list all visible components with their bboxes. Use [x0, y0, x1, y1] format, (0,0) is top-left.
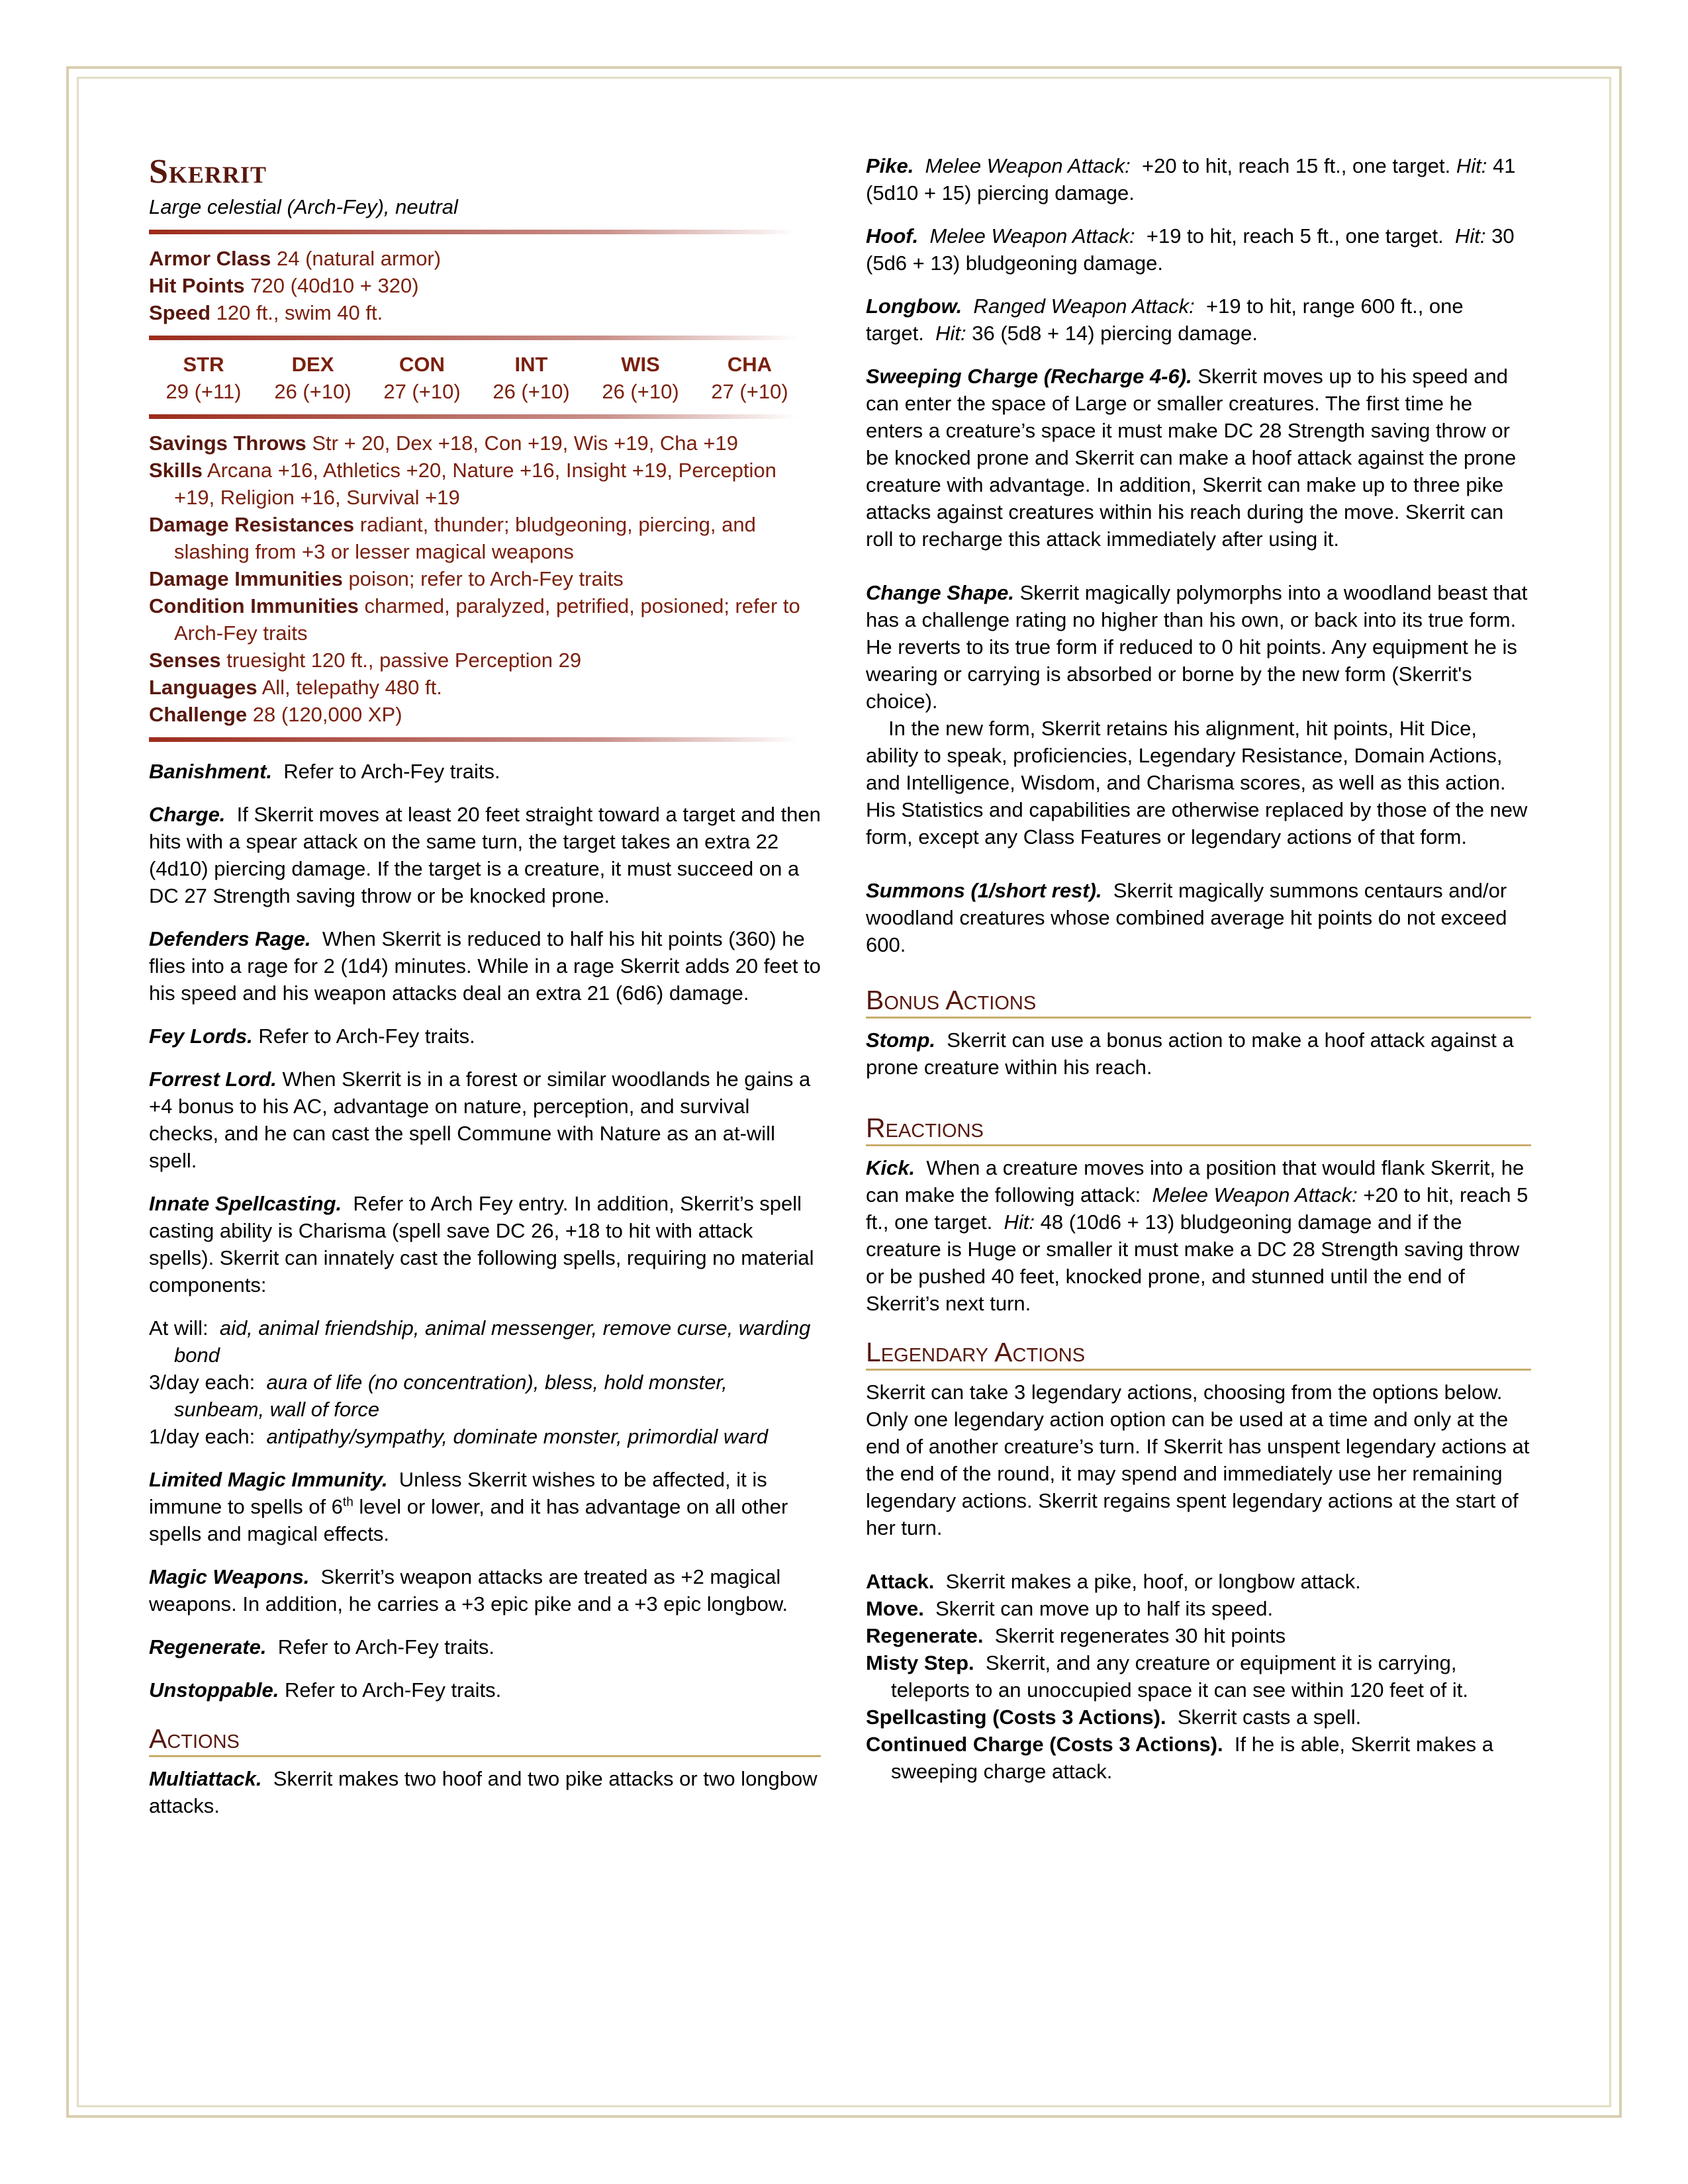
- armor-class: Armor Class 24 (natural armor): [149, 247, 442, 270]
- creature-name: Skerrit: [149, 153, 267, 191]
- legendary-list: [866, 1568, 1531, 1785]
- action-sweeping-charge: Sweeping Charge (Recharge 4-6). Skerrit moves up to his speed and can enter the space of Large or smaller creatures. The first time he enters a creature’s space it must make DC 28 Strength saving throw or be knocked prone and Skerrit can make a hoof attack against the prone creature with advantage. In addition, Skerrit can make up to three pike attacks against creatures within his reach during the move. Skerrit can roll to recharge this attack immediately after using it.: [866, 365, 1517, 551]
- trait-magic-weapons: Magic Weapons. Skerrit’s weapon attacks are treated as +2 magical weapons. In addition, he carries a +3 epic pike and a +3 epic longbow.: [149, 1565, 788, 1615]
- action-multiattack: Multiattack. Skerrit makes two hoof and two pike attacks or two longbow attacks.: [149, 1767, 818, 1817]
- trait-unstoppable: Unstoppable. Refer to Arch-Fey traits.: [149, 1678, 502, 1702]
- trait-forrest-lord: Forrest Lord. When Skerrit is in a forest or similar woodlands he gains a +4 bonus to his AC, advantage on nature, perception, and survival checks, and he can cast the spell Commune with Nature as an at-will spell.: [149, 1068, 811, 1172]
- ability-name: DEX: [291, 353, 334, 376]
- creature-type: Large celestial (Arch-Fey), neutral: [149, 195, 458, 218]
- hit-points: Hit Points 720 (40d10 + 320): [149, 274, 419, 297]
- speed: Speed 120 ft., swim 40 ft.: [149, 301, 383, 324]
- section-legendary-heading: Legendary Actions: [866, 1337, 1531, 1371]
- trait-innate-spellcasting: Innate Spellcasting. Refer to Arch Fey entry. In addition, Skerrit’s spell casting ability is Charisma (spell save DC 26, +18 to hit with attack spells). Skerrit can innately cast the following spells, requiring no material components:: [149, 1192, 814, 1297]
- ability-name: CHA: [727, 353, 773, 376]
- ability-headers: [149, 351, 804, 378]
- divider: [149, 414, 798, 419]
- action-change-shape-detail: In the new form, Skerrit retains his alignment, hit points, Hit Dice, ability to speak, proficiencies, Legendary Resistance, Domain Actions, and Intelligence, Wisdom, and Charisma scores, as well as this action. His Statistics and capabilities are otherwise replaced by those of the new form, except any Class Features or legendary actions of that form.: [866, 717, 1528, 848]
- ability-score: 27 (+10): [711, 380, 788, 403]
- divider: [149, 737, 798, 742]
- action-hoof: Hoof. Melee Weapon Attack: +19 to hit, reach 5 ft., one target. Hit: 30 (5d6 + 13) bludgeoning damage.: [866, 224, 1515, 275]
- action-summons: Summons (1/short rest). Skerrit magically summons centaurs and/or woodland creatures whose combined average hit points do not exceed 600.: [866, 879, 1507, 956]
- ability-name: STR: [183, 353, 224, 376]
- ability-score: 26 (+10): [602, 380, 679, 403]
- section-actions-heading: Actions: [149, 1723, 821, 1757]
- spell-list: [149, 1314, 821, 1450]
- spell-line: At will: aid, animal friendship, animal messenger, remove curse, warding bond: [149, 1316, 811, 1367]
- action-longbow: Longbow. Ranged Weapon Attack: +19 to hit, range 600 ft., one target. Hit: 36 (5d8 + 14) piercing damage.: [866, 295, 1464, 345]
- divider: [149, 230, 798, 234]
- trait-charge: Charge. If Skerrit moves at least 20 feet straight toward a target and then hits with a spear attack on the same turn, the target takes an extra 22 (4d10) piercing damage. If the target is a creature, it must succeed on a DC 27 Strength saving throw or be knocked prone.: [149, 803, 821, 907]
- ability-score: 26 (+10): [274, 380, 352, 403]
- languages: Languages All, telepathy 480 ft.: [149, 676, 442, 699]
- legendary-action: Misty Step. Skerrit, and any creature or equipment it is carrying, teleports to an unoccupied space it can see within 120 feet of it.: [866, 1651, 1468, 1702]
- ability-name: WIS: [621, 353, 660, 376]
- reaction-kick: Kick. When a creature moves into a position that would flank Skerrit, he can make the following attack: Melee Weapon Attack: +20 to hit, reach 5 ft., one target. Hit: 48 (10d6 + 13) bludgeoning damage and if the creature is Huge or smaller it must make a DC 28 Strength saving throw or be pushed 40 feet, knocked prone, and stunned until the end of Skerrit’s next turn.: [866, 1156, 1528, 1315]
- section-bonus-actions-heading: Bonus Actions: [866, 985, 1531, 1019]
- legendary-action: Move. Skerrit can move up to half its speed.: [866, 1597, 1274, 1620]
- spell-line: 1/day each: antipathy/sympathy, dominate monster, primordial ward: [149, 1425, 769, 1448]
- senses: Senses truesight 120 ft., passive Perception 29: [149, 649, 582, 672]
- legendary-intro: Skerrit can take 3 legendary actions, choosing from the options below. Only one legendary action option can be used at a time and only at the end of another creature’s turn. If Skerrit has unspent legendary actions at the end of the round, it may spend and immediately use her remaining legendary actions. Skerrit regains spent legendary actions at the start of her turn.: [866, 1381, 1530, 1539]
- divider: [149, 336, 798, 340]
- trait-limited-magic-immunity: Limited Magic Immunity. Unless Skerrit wishes to be affected, it is immune to spells of 6th level or lower, and it has advantage on all other spells and magical effects.: [149, 1468, 788, 1545]
- trait-regenerate: Regenerate. Refer to Arch-Fey traits.: [149, 1635, 495, 1659]
- action-change-shape: Change Shape. Skerrit magically polymorphs into a woodland beast that has a challenge rating no higher than his own, or back into its true form. He reverts to its true form if reduced to 0 hit points. Any equipment he is wearing or carrying is absorbed or borne by the new form (Skerrit's choice).: [866, 581, 1528, 713]
- legendary-action: Spellcasting (Costs 3 Actions). Skerrit casts a spell.: [866, 1706, 1362, 1729]
- trait-fey-lords: Fey Lords. Refer to Arch-Fey traits.: [149, 1024, 475, 1048]
- bonus-stomp: Stomp. Skerrit can use a bonus action to make a hoof attack against a prone creature within his reach.: [866, 1028, 1514, 1079]
- right-column: [866, 152, 1531, 1785]
- left-column: [149, 152, 821, 1835]
- legendary-action: Attack. Skerrit makes a pike, hoof, or longbow attack.: [866, 1570, 1361, 1593]
- ability-score: 29 (+11): [165, 380, 242, 403]
- section-reactions-heading: Reactions: [866, 1113, 1531, 1146]
- legendary-action: Regenerate. Skerrit regenerates 30 hit points: [866, 1624, 1286, 1647]
- trait-banishment: Banishment. Refer to Arch-Fey traits.: [149, 760, 500, 783]
- saving-throws: Savings Throws Str + 20, Dex +18, Con +19, Wis +19, Cha +19: [149, 432, 738, 455]
- legendary-action: Continued Charge (Costs 3 Actions). If he is able, Skerrit makes a sweeping charge attack.: [866, 1733, 1493, 1783]
- damage-resistances: Damage Resistances radiant, thunder; bludgeoning, piercing, and slashing from +3 or lesser magical weapons: [149, 513, 756, 563]
- trait-defenders-rage: Defenders Rage. When Skerrit is reduced to half his hit points (360) he flies into a rage for 2 (1d4) minutes. While in a rage Skerrit adds 20 feet to his speed and his weapon attacks deal an extra 21 (6d6) damage.: [149, 927, 821, 1005]
- condition-immunities: Condition Immunities charmed, paralyzed, petrified, posioned; refer to Arch-Fey traits: [149, 594, 800, 645]
- spell-line: 3/day each: aura of life (no concentration), bless, hold monster, sunbeam, wall of force: [149, 1371, 727, 1421]
- action-pike: Pike. Melee Weapon Attack: +20 to hit, reach 15 ft., one target. Hit: 41 (5d10 + 15) piercing damage.: [866, 154, 1516, 205]
- ability-score: 26 (+10): [492, 380, 570, 403]
- challenge: Challenge 28 (120,000 XP): [149, 703, 402, 726]
- skills: Skills Arcana +16, Athletics +20, Nature +16, Insight +19, Perception +19, Religion +16, Survival +19: [149, 459, 776, 509]
- damage-immunities: Damage Immunities poison; refer to Arch-Fey traits: [149, 567, 624, 590]
- ability-name: INT: [514, 353, 548, 376]
- ability-score: 27 (+10): [383, 380, 461, 403]
- ability-name: CON: [399, 353, 445, 376]
- ability-scores: [149, 378, 804, 405]
